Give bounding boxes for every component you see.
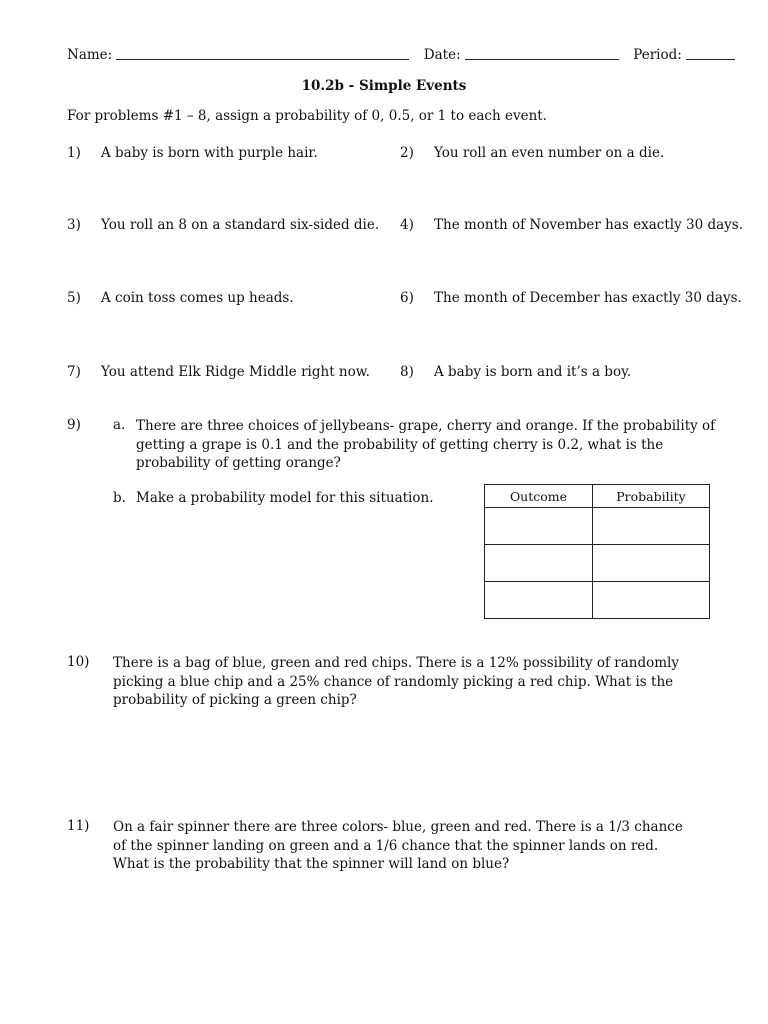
- header-row: [67, 47, 735, 63]
- table-cell[interactable]: [485, 508, 593, 545]
- table-header-probability: Probability: [593, 485, 710, 508]
- table-header-row: [485, 485, 710, 508]
- problem-number: 4): [400, 217, 414, 233]
- period-label: Period:: [633, 47, 682, 63]
- page-title: 10.2b - Simple Events: [301, 78, 467, 94]
- name-label: Name:: [67, 47, 113, 63]
- problem-10-text: There is a bag of blue, green and red chips. There is a 12% possibility of randomly picking a blue chip and a 25% chance of randomly picking a red chip. What is the probability of picking a green chip?: [113, 655, 680, 708]
- problem-number: 11): [67, 818, 90, 834]
- problem-text: You roll an 8 on a standard six-sided die.: [101, 217, 380, 233]
- problem-text: A baby is born and it’s a boy.: [434, 364, 632, 380]
- period-blank[interactable]: [686, 58, 735, 60]
- problem-number: 3): [67, 217, 81, 233]
- table-row: [485, 545, 710, 582]
- problem-number: 1): [67, 145, 81, 161]
- problem-text: You attend Elk Ridge Middle right now.: [101, 364, 370, 380]
- problem-number: 9): [67, 417, 81, 433]
- problem-number: 10): [67, 654, 90, 670]
- table-cell[interactable]: [593, 582, 710, 619]
- date-label: Date:: [423, 47, 461, 63]
- problem-number: 8): [400, 364, 414, 380]
- part-label: a.: [113, 417, 126, 433]
- problem-text: The month of November has exactly 30 days.: [434, 217, 744, 233]
- instructions: For problems #1 – 8, assign a probability of 0, 0.5, or 1 to each event.: [67, 108, 547, 124]
- table-row: [485, 508, 710, 545]
- probability-model-table: [484, 484, 710, 619]
- problem-number: 2): [400, 145, 414, 161]
- date-blank[interactable]: [465, 58, 619, 60]
- table-cell[interactable]: [485, 545, 593, 582]
- problem-9b-text: Make a probability model for this situation.: [136, 490, 434, 506]
- table-header-outcome: Outcome: [485, 485, 593, 508]
- table-cell[interactable]: [593, 545, 710, 582]
- table-row: [485, 582, 710, 619]
- problem-number: 6): [400, 290, 414, 306]
- name-blank[interactable]: [116, 58, 409, 60]
- problem-text: The month of December has exactly 30 days.: [434, 290, 742, 306]
- problem-text: A coin toss comes up heads.: [101, 290, 294, 306]
- problem-text: You roll an even number on a die.: [434, 145, 665, 161]
- problem-11-text: On a fair spinner there are three colors- blue, green and red. There is a 1/3 chance of the spinner landing on green and a 1/6 chance that the spinner lands on red. What is the probability that the spinner will land on blue?: [113, 819, 683, 872]
- problem-text: A baby is born with purple hair.: [101, 145, 318, 161]
- problem-9a-text: There are three choices of jellybeans- grape, cherry and orange. If the probability of getting a grape is 0.1 and the probability of getting cherry is 0.2, what is the probability of getting orange?: [136, 418, 716, 471]
- problem-number: 7): [67, 364, 81, 380]
- part-label: b.: [113, 490, 126, 506]
- table-cell[interactable]: [485, 582, 593, 619]
- problem-number: 5): [67, 290, 81, 306]
- table-cell[interactable]: [593, 508, 710, 545]
